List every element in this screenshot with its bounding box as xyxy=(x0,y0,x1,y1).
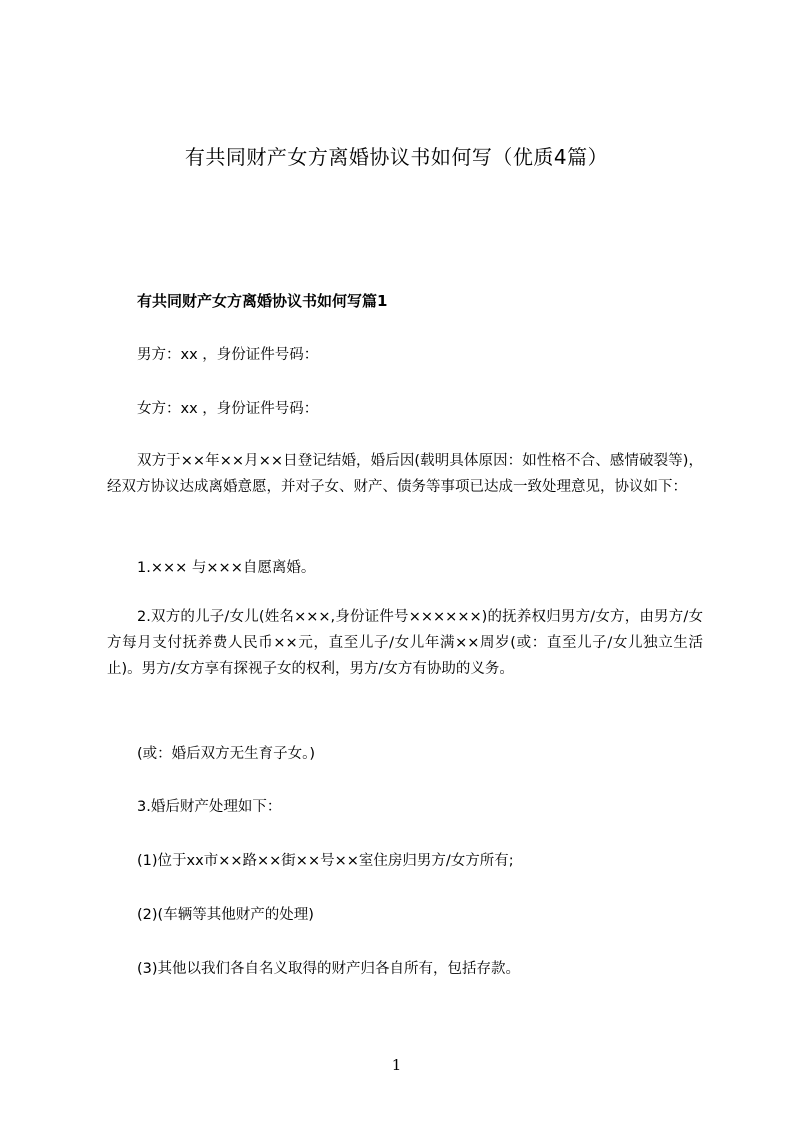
intro-paragraph: 双方于××年××月××日登记结婚，婚后因(载明具体原因：如性格不合、感情破裂等)，经双方协议达成离婚意愿，并对子女、财产、债务等事项已达成一致处理意见，协议如下： xyxy=(107,453,703,495)
section-heading: 有共同财产女方离婚协议书如何写篇1 xyxy=(137,292,388,310)
clause-3: 3.婚后财产处理如下： xyxy=(137,799,282,815)
page-number: 1 xyxy=(391,1056,402,1074)
clause-3-item-2: (2)(车辆等其他财产的处理) xyxy=(137,907,314,923)
clause-3-item-1: (1)位于xx市××路××街××号××室住房归男方/女方所有; xyxy=(137,853,514,869)
man-info-line: 男方：xx ，身份证件号码： xyxy=(137,347,319,363)
document-title: 有共同财产女方离婚协议书如何写（优质4篇） xyxy=(184,145,609,169)
clause-2-alternative: (或：婚后双方无生育子女。) xyxy=(137,746,316,762)
woman-info-line: 女方：xx ，身份证件号码： xyxy=(137,401,319,417)
clause-3-item-3: (3)其他以我们各自名义取得的财产归各自所有，包括存款。 xyxy=(137,961,521,977)
clause-1: 1.××× 与×××自愿离婚。 xyxy=(137,560,316,576)
clause-2: 2.双方的儿子/女儿(姓名×××,身份证件号××××××)的抚养权归男方/女方，由男方/女方每月支付抚养费人民币××元，直至儿子/女儿年满××周岁(或：直至儿子/女儿独立生活止)。男方/女方享有探视子女的权利，男方/女方有协助的义务。 xyxy=(107,609,703,677)
